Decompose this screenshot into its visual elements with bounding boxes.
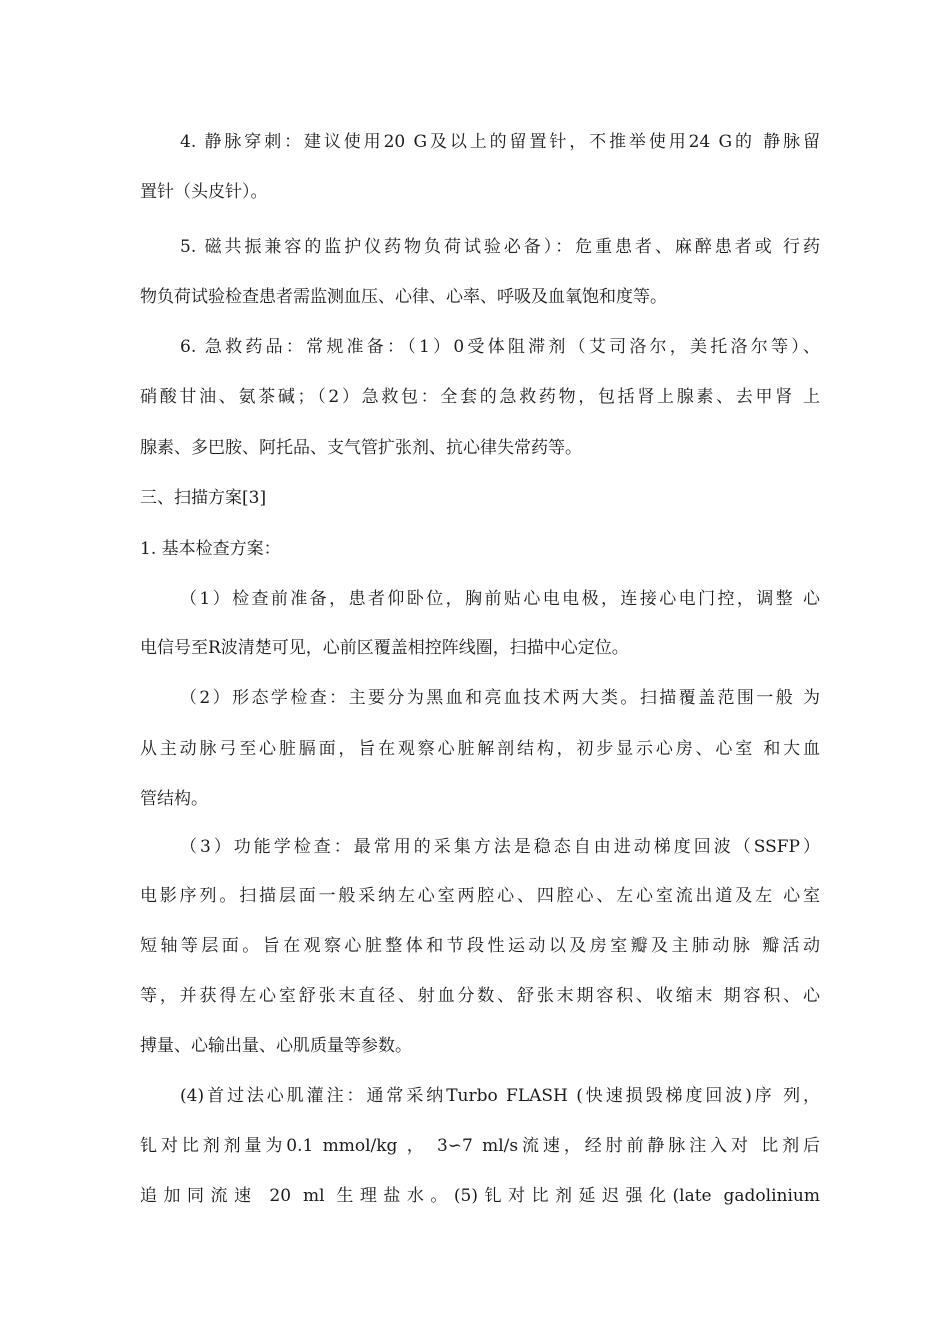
- section-heading: 三、扫描方案[3]: [140, 488, 267, 508]
- paragraph-line: 腺素、多巴胺、阿托品、支气管扩张剂、抗心律失常药等。: [140, 438, 582, 458]
- paragraph-line: 置针（头皮针）。: [140, 182, 268, 202]
- paragraph-line: （3）功能学检查：最常用的采集方法是稳态自由进动梯度回波（SSFP）: [180, 837, 820, 857]
- paragraph-line: 从主动脉弓至心脏膈面，旨在观察心脏解剖结构，初步显示心房、心室 和大血: [140, 739, 820, 759]
- paragraph-line: 物负荷试验检查患者需监测血压、心律、心率、呼吸及血氧饱和度等。: [140, 287, 667, 307]
- paragraph-line: 5. 磁共振兼容的监护仪药物负荷试验必备）：危重患者、麻醉患者或 行药: [180, 237, 820, 257]
- paragraph-line: 短轴等层面。旨在观察心脏整体和节段性运动以及房室瓣及主肺动脉 瓣活动: [140, 936, 820, 956]
- subsection-heading: 1. 基本检查方案：: [140, 539, 281, 559]
- paragraph-line: (4)首过法心肌灌注：通常采纳Turbo FLASH (快速损毁梯度回波)序 列，: [180, 1086, 820, 1106]
- paragraph-line: 4. 静脉穿刺：建议使用20 G及以上的留置针，不推举使用24 G的 静脉留: [180, 132, 820, 152]
- paragraph-line: （1）检查前准备，患者仰卧位，胸前贴心电电极，连接心电门控，调整 心: [180, 589, 820, 609]
- paragraph-line: 管结构。: [140, 789, 208, 809]
- paragraph-line: 搏量、心输出量、心肌质量等参数。: [140, 1036, 412, 1056]
- paragraph-line: （2）形态学检查：主要分为黑血和亮血技术两大类。扫描覆盖范围一般 为: [180, 688, 820, 708]
- paragraph-line: 追加同流速 20 ml 生理盐水。(5)钆对比剂延迟强化(late gadolinium: [140, 1186, 820, 1206]
- paragraph-line: 6. 急救药品：常规准备：（1）0受体阻滞剂（艾司洛尔，美托洛尔等）、: [180, 337, 820, 357]
- paragraph-line: 等，并获得左心室舒张末直径、射血分数、舒张末期容积、收缩末 期容积、心: [140, 986, 820, 1006]
- paragraph-line: 钆对比剂剂量为0.1 mmol/kg ， 3∽7 ml/s流速，经肘前静脉注入对 比剂后: [140, 1136, 820, 1156]
- paragraph-line: 电信号至R波清楚可见，心前区覆盖相控阵线圈，扫描中心定位。: [140, 638, 629, 658]
- paragraph-line: 电影序列。扫描层面一般采纳左心室两腔心、四腔心、左心室流出道及左 心室: [140, 886, 820, 906]
- paragraph-line: 硝酸甘油、氨茶碱；（2）急救包：全套的急救药物，包括肾上腺素、去甲肾 上: [140, 387, 820, 407]
